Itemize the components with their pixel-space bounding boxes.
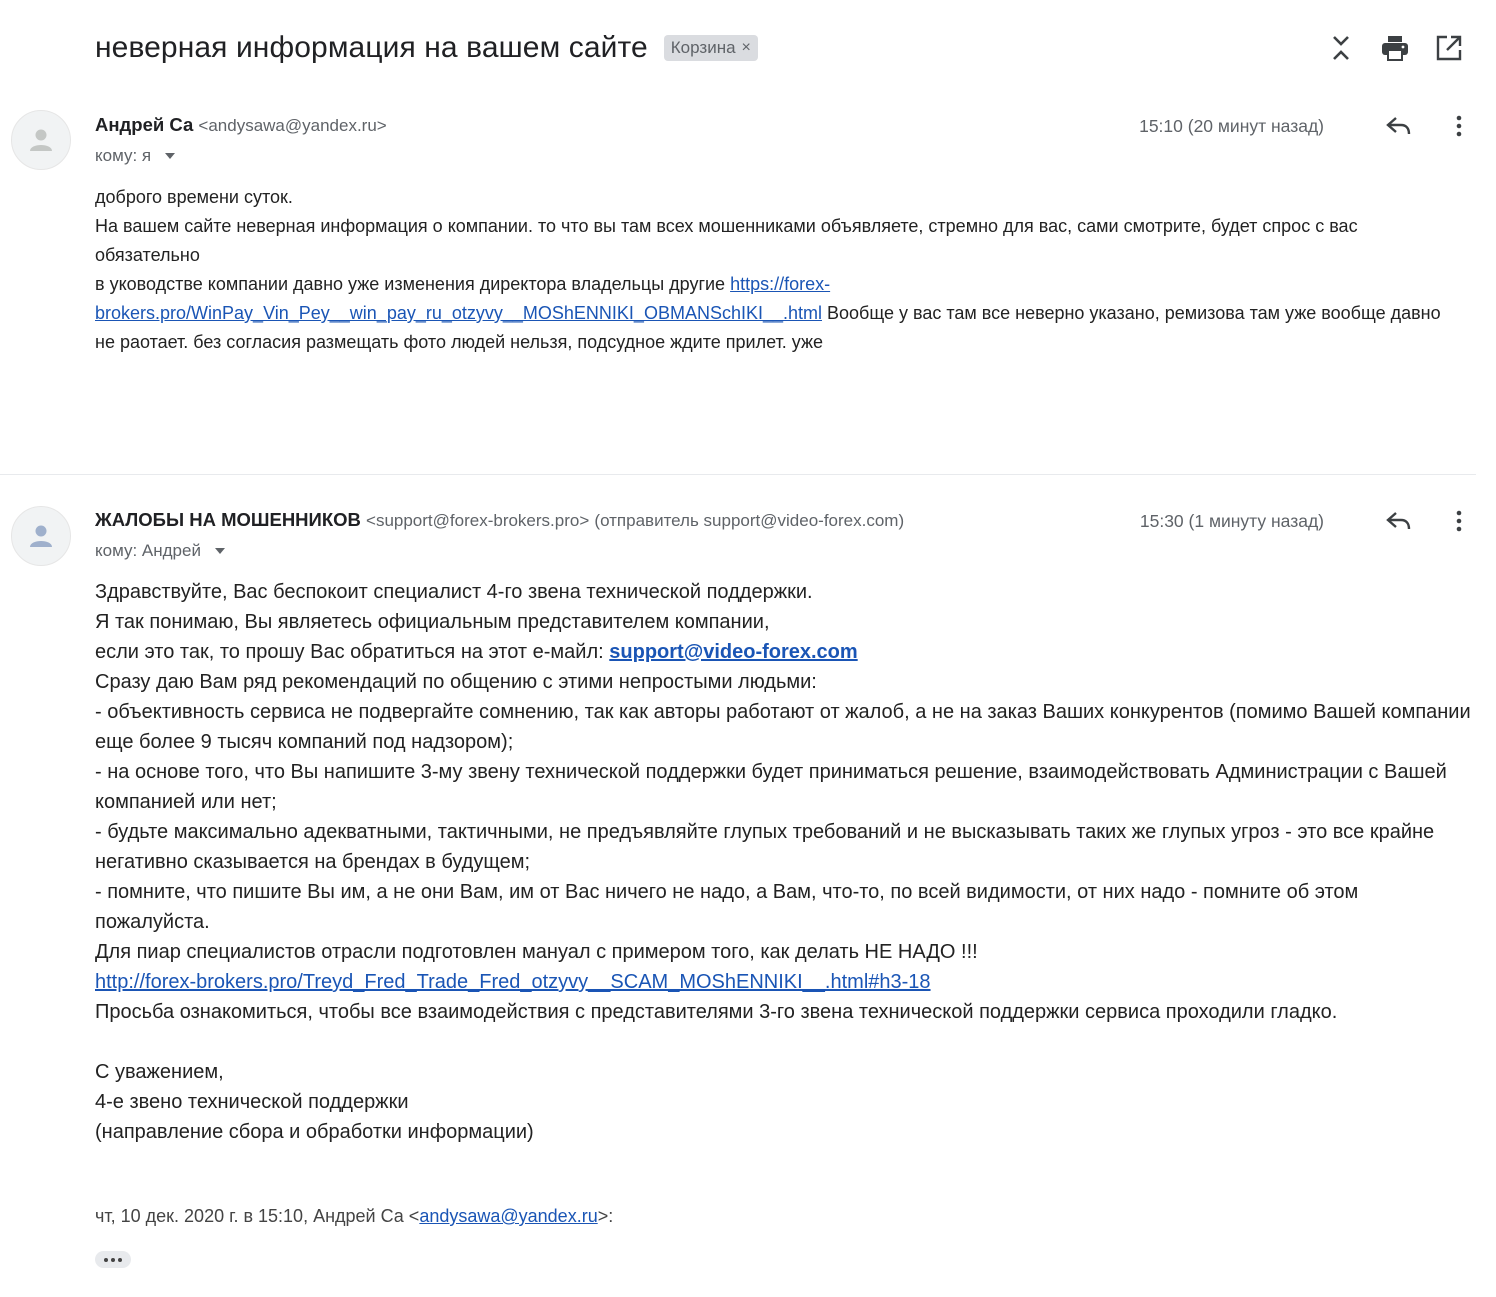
label-chip-text: Корзина bbox=[670, 38, 736, 57]
avatar bbox=[11, 506, 71, 566]
open-in-new-window-icon[interactable] bbox=[1422, 30, 1476, 66]
expand-all-icon[interactable] bbox=[1314, 30, 1368, 66]
body-line: доброго времени суток. bbox=[95, 187, 293, 207]
more-vert-icon[interactable] bbox=[1444, 111, 1474, 141]
body-line: - объективность сервиса не подвергайте сомнению, так как авторы работают от жалоб, а не на заказ Ваших конкурентов (помимо Вашей компании еще более 9 тысяч компаний под надзором); bbox=[95, 701, 1471, 753]
body-line: Здравствуйте, Вас беспокоит специалист 4-го звена технической поддержки. bbox=[95, 581, 813, 603]
quoted-header-text: >: bbox=[597, 1206, 614, 1226]
more-horiz-icon bbox=[104, 1258, 108, 1262]
quoted-header-text: чт, 10 дек. 2020 г. в 15:10, Андрей Са < bbox=[95, 1206, 420, 1226]
subject-title: неверная информация на вашем сайте bbox=[95, 31, 648, 64]
spacer bbox=[95, 1027, 1475, 1057]
body-text: Вообще у вас там все неверно указано, ремизова там уже вообще давно не раотает. без согласия размещать фото людей нельзя, подсудное ждите прилет. уже bbox=[95, 303, 1441, 352]
body-link[interactable]: https://forex-brokers.pro/WinPay_Vin_Pey__win_pay_ru_otzyvy__MOShENNIKI_OBMANSchIKI__.html bbox=[95, 274, 831, 323]
quoted-header bbox=[95, 1206, 613, 1227]
body-line: Просьба ознакомиться, чтобы все взаимодействия с представителями 3-го звена технической поддержки сервиса проходили гладко. bbox=[95, 1001, 1338, 1023]
sender-name[interactable]: Андрей Са bbox=[95, 114, 194, 135]
sender-email: <support@forex-brokers.pro> bbox=[366, 511, 590, 530]
thread-header bbox=[95, 28, 758, 68]
recipient-line bbox=[95, 541, 225, 561]
reply-icon[interactable] bbox=[1384, 111, 1414, 141]
show-trimmed-content-button[interactable] bbox=[95, 1251, 131, 1268]
sender-line bbox=[95, 114, 387, 136]
sender-line bbox=[95, 509, 904, 531]
message-body bbox=[95, 577, 1475, 1147]
signature-line: 4-е звено технической поддержки bbox=[95, 1091, 409, 1113]
sender-name[interactable]: ЖАЛОБЫ НА МОШЕННИКОВ bbox=[95, 509, 361, 530]
more-vert-icon[interactable] bbox=[1444, 506, 1474, 536]
signature-line: С уважением, bbox=[95, 1061, 224, 1083]
more-horiz-icon bbox=[111, 1258, 115, 1262]
body-line bbox=[95, 967, 1475, 997]
sender-via: (отправитель support@video-forex.com) bbox=[594, 511, 905, 530]
recipient-text: кому: Андрей bbox=[95, 541, 201, 560]
body-line: - на основе того, что Вы напишите 3-му звену технической поддержки будет приниматься решение, взаимодействовать Администрации с Вашей компанией или нет; bbox=[95, 761, 1447, 813]
body-line: - будьте максимально адекватными, тактичными, не предъявляйте глупых требований и не высказывать таких же глупых угроз - это все крайне негативно сказывается на брендах в будущем; bbox=[95, 821, 1435, 873]
body-paragraph bbox=[95, 270, 1455, 357]
more-horiz-icon bbox=[118, 1258, 122, 1262]
body-line: Сразу даю Вам ряд рекомендаций по общению с этими непростыми людьми: bbox=[95, 671, 817, 693]
manual-link[interactable]: http://forex-brokers.pro/Treyd_Fred_Trade_Fred_otzyvy__SCAM_MOShENNIKI__.html#h3-18 bbox=[95, 971, 931, 993]
message-time: 15:30 (1 минуту назад) bbox=[1139, 511, 1324, 531]
person-icon bbox=[27, 522, 55, 550]
message-body bbox=[95, 183, 1455, 357]
person-icon bbox=[27, 126, 55, 154]
chevron-down-icon[interactable] bbox=[215, 548, 225, 554]
chevron-down-icon[interactable] bbox=[165, 153, 175, 159]
body-line: Я так понимаю, Вы являетесь официальным представителем компании, bbox=[95, 611, 770, 633]
body-line: Для пиар специалистов отрасли подготовлен мануал с примером того, как делать НЕ НАДО !!! bbox=[95, 941, 978, 963]
quoted-email-link[interactable]: andysawa@yandex.ru bbox=[419, 1206, 598, 1226]
recipient-line bbox=[95, 146, 175, 166]
body-line bbox=[95, 637, 1475, 667]
body-text: если это так, то прошу Вас обратиться на этот е-майл: bbox=[95, 641, 610, 663]
support-email-link[interactable]: support@video-forex.com bbox=[609, 641, 858, 663]
message-divider bbox=[0, 474, 1476, 475]
label-chip-trash[interactable] bbox=[664, 35, 758, 61]
avatar bbox=[11, 110, 71, 170]
thread-toolbar bbox=[1314, 30, 1476, 66]
body-text: в уководстве компании давно уже изменения директора владельцы другие bbox=[95, 274, 731, 294]
body-line: - помните, что пишите Вы им, а не они Вам, им от Вас ничего не надо, а Вам, что-то, по всей видимости, от них надо - помните об этом пожалуйста. bbox=[95, 881, 1359, 933]
sender-email: <andysawa@yandex.ru> bbox=[198, 116, 387, 135]
recipient-text: кому: я bbox=[95, 146, 152, 165]
body-line: На вашем сайте неверная информация о компании. то что вы там всех мошенниками объявляете, стремно для вас, сами смотрите, будет спрос с вас обязательно bbox=[95, 216, 1358, 265]
message-time: 15:10 (20 минут назад) bbox=[1139, 116, 1324, 136]
remove-label-icon[interactable]: × bbox=[741, 39, 751, 56]
reply-icon[interactable] bbox=[1384, 506, 1414, 536]
signature-line: (направление сбора и обработки информации) bbox=[95, 1121, 534, 1143]
print-icon[interactable] bbox=[1368, 30, 1422, 66]
